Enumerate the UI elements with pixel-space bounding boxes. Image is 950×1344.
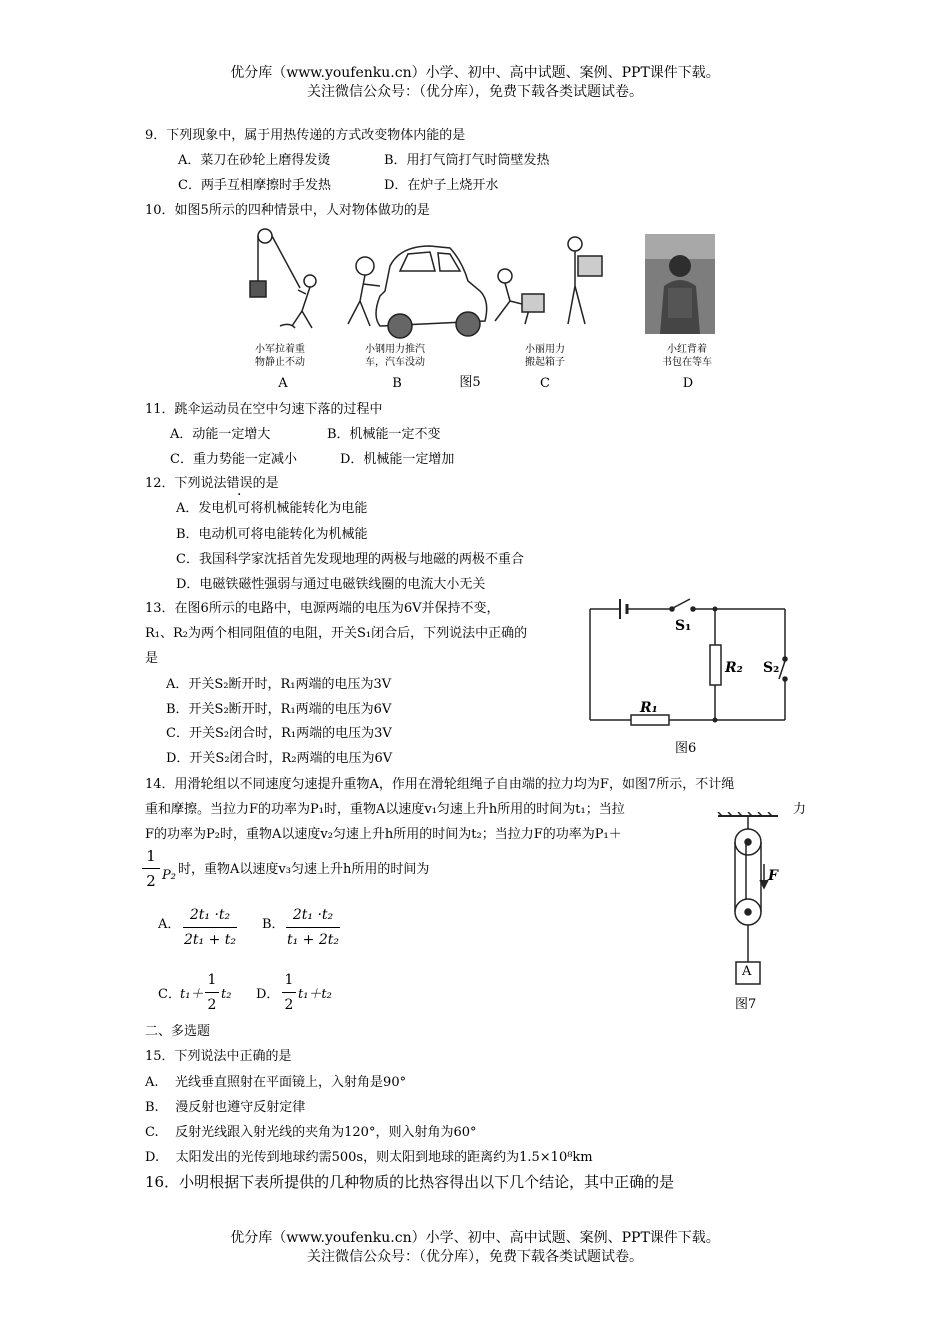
caption-c-line2: 搬起箱子 bbox=[525, 357, 565, 368]
q14-option-a-num: 2t₁ ·t₂ bbox=[189, 907, 231, 923]
q9-option-d: D．在炉子上烧开水 bbox=[384, 178, 499, 193]
q9-option-a: A．菜刀在砂轮上磨得发烫 bbox=[178, 153, 331, 168]
q14-line-2: 重和摩擦。当拉力F的功率为P₁时，重物A以速度v₁匀速上升h所用的时间为t₁；当拉 bbox=[145, 802, 625, 817]
q14-line-4: 时，重物A以速度v₃匀速上升h所用的时间为 bbox=[178, 862, 430, 877]
q15-stem: 15．下列说法中正确的是 bbox=[145, 1049, 292, 1064]
label-f: F bbox=[768, 868, 778, 884]
caption-d-line2: 书包在等车 bbox=[662, 357, 712, 368]
q13-line-1: 13．在图6所示的电路中，电源两端的电压为6V并保持不变， bbox=[145, 601, 500, 616]
q14-option-d-den: 2 bbox=[284, 997, 294, 1013]
scene-c-lifting-box bbox=[495, 237, 602, 324]
figure-5-label: 图5 bbox=[459, 375, 481, 390]
figure-5 bbox=[240, 226, 730, 396]
q14-option-d-post: t₁＋t₂ bbox=[298, 987, 332, 1002]
q13-line-2: R₁、R₂为两个相同阻值的电阻，开关S₁闭合后，下列说法中正确的 bbox=[145, 626, 528, 641]
q9-stem: 9．下列现象中，属于用热传递的方式改变物体内能的是 bbox=[145, 128, 466, 143]
q11-option-d: D．机械能一定增加 bbox=[340, 452, 455, 467]
q13-line-3: 是 bbox=[145, 651, 159, 666]
q9-option-b: B．用打气筒打气时筒壁发热 bbox=[384, 153, 550, 168]
label-s2: S₂ bbox=[763, 660, 780, 676]
q14-line-1: 14．用滑轮组以不同速度匀速提升重物A，作用在滑轮组绳子自由端的拉力均为F，如图7所示，不计绳 bbox=[145, 777, 735, 792]
q14-option-c-pre: t₁＋ bbox=[180, 987, 204, 1002]
q14-line-3: F的功率为P₂时，重物A以速度v₂匀速上升h所用的时间为t₂；当拉力F的功率为P₁＋ bbox=[145, 827, 622, 842]
q15-option-d: D. 太阳发出的光传到地球约需500s，则太阳到地球的距离约为1.5×10⁸km bbox=[145, 1150, 593, 1165]
q14-option-b-num: 2t₁ ·t₂ bbox=[292, 907, 334, 923]
q12-option-c: C．我国科学家沈括首先发现地理的两极与地磁的两极不重合 bbox=[176, 552, 524, 567]
label-s1: S₁ bbox=[675, 618, 692, 634]
q11-option-c: C．重力势能一定减小 bbox=[170, 452, 297, 467]
q12-option-d: D．电磁铁磁性强弱与通过电磁铁线圈的电流大小无关 bbox=[176, 577, 486, 592]
q12-stem-after: 的是 bbox=[252, 476, 279, 491]
q14-option-b-fraction bbox=[286, 905, 340, 950]
q14-half-den: 2 bbox=[146, 872, 156, 890]
q12-stem bbox=[145, 475, 279, 493]
q10-stem: 10．如图5所示的四种情景中，人对物体做功的是 bbox=[145, 203, 430, 218]
q14-option-b-label: B． bbox=[262, 917, 285, 932]
q14-option-c-num: 1 bbox=[207, 972, 217, 988]
figure-5-letter-b: B bbox=[392, 376, 402, 391]
q15-option-c: C. 反射光线跟入射光线的夹角为120°，则入射角为60° bbox=[145, 1125, 477, 1140]
q15-option-b: B. 漫反射也遵守反射定律 bbox=[145, 1100, 306, 1115]
footer-line-1: 优分库（www.youfenku.cn）小学、初中、高中试题、案例、PPT课件下载。 bbox=[230, 1230, 720, 1246]
q14-option-a-den: 2t₁ + t₂ bbox=[183, 932, 236, 948]
caption-a-line1: 小军拉着重 bbox=[255, 344, 305, 355]
q12-option-b: B．电动机可将电能转化为机械能 bbox=[176, 527, 368, 542]
q14-option-a-label: A． bbox=[158, 917, 181, 932]
q11-option-a: A．动能一定增大 bbox=[170, 427, 271, 442]
figure-5-letter-a: A bbox=[278, 376, 288, 391]
label-r2: R₂ bbox=[725, 660, 743, 676]
scene-d-backpack-photo bbox=[645, 234, 715, 334]
q16-stem: 16．小明根据下表所提供的几种物质的比热容得出以下几个结论，其中正确的是 bbox=[145, 1173, 675, 1191]
caption-b-line2: 车，汽车没动 bbox=[365, 357, 425, 368]
q12-stem-before: 12．下列说法 bbox=[145, 476, 227, 491]
q9-option-c: C．两手互相摩擦时手发热 bbox=[178, 178, 331, 193]
q14-option-c-fraction bbox=[205, 970, 219, 1015]
header-line-2: 关注微信公众号：（优分库），免费下载各类试题试卷。 bbox=[307, 84, 643, 100]
figure-5-letter-c: C bbox=[540, 376, 550, 391]
q13-option-d: D．开关S₂闭合时，R₂两端的电压为6V bbox=[166, 751, 393, 766]
q14-option-d-num: 1 bbox=[284, 972, 294, 988]
q14-option-d-label: D． bbox=[256, 987, 280, 1002]
label-r1: R₁ bbox=[640, 700, 658, 716]
q13-option-b: B．开关S₂断开时，R₁两端的电压为6V bbox=[166, 702, 392, 717]
scene-b-pushing-car bbox=[348, 246, 487, 338]
q14-option-c-post: t₂ bbox=[221, 987, 232, 1002]
figure-6-label: 图6 bbox=[675, 741, 697, 756]
q15-option-a: A. 光线垂直照射在平面镜上，入射角是90° bbox=[145, 1075, 407, 1090]
scene-a-pulling-weight bbox=[250, 229, 316, 328]
q14-option-a-fraction bbox=[183, 905, 237, 950]
caption-a-line2: 物静止不动 bbox=[255, 357, 305, 368]
q14-option-b-den: t₁ + 2t₂ bbox=[286, 932, 339, 948]
q14-half-fraction bbox=[142, 846, 160, 891]
label-block-a: A bbox=[742, 964, 752, 979]
q14-half-var: P₂ bbox=[162, 868, 176, 883]
q11-option-b: B．机械能一定不变 bbox=[327, 427, 441, 442]
q11-stem: 11．跳伞运动员在空中匀速下落的过程中 bbox=[145, 402, 383, 417]
figure-5-letter-d: D bbox=[682, 376, 694, 391]
figure-7-label: 图7 bbox=[735, 997, 757, 1012]
q14-line-2-tail: 力 bbox=[793, 802, 807, 817]
q12-option-a: A．发电机可将机械能转化为电能 bbox=[176, 501, 368, 516]
q14-option-d-fraction bbox=[282, 970, 296, 1015]
figure-7-pulley bbox=[712, 812, 792, 992]
q13-option-a: A．开关S₂断开时，R₁两端的电压为3V bbox=[166, 677, 392, 692]
section-2-heading: 二、多选题 bbox=[145, 1024, 211, 1039]
caption-b-line1: 小钢用力推汽 bbox=[365, 344, 425, 355]
footer-line-2: 关注微信公众号：（优分库），免费下载各类试题试卷。 bbox=[307, 1249, 643, 1265]
caption-c-line1: 小丽用力 bbox=[525, 344, 565, 355]
q12-stem-emphasis: 错误 bbox=[226, 476, 253, 491]
q14-half-num: 1 bbox=[146, 847, 156, 865]
q14-option-c-den: 2 bbox=[207, 997, 217, 1013]
caption-d-line1: 小红背着 bbox=[667, 344, 707, 355]
q13-option-c: C．开关S₂闭合时，R₁两端的电压为3V bbox=[166, 726, 392, 741]
header-line-1: 优分库（www.youfenku.cn）小学、初中、高中试题、案例、PPT课件下载。 bbox=[230, 65, 720, 81]
q14-option-c-label: C． bbox=[158, 987, 181, 1002]
